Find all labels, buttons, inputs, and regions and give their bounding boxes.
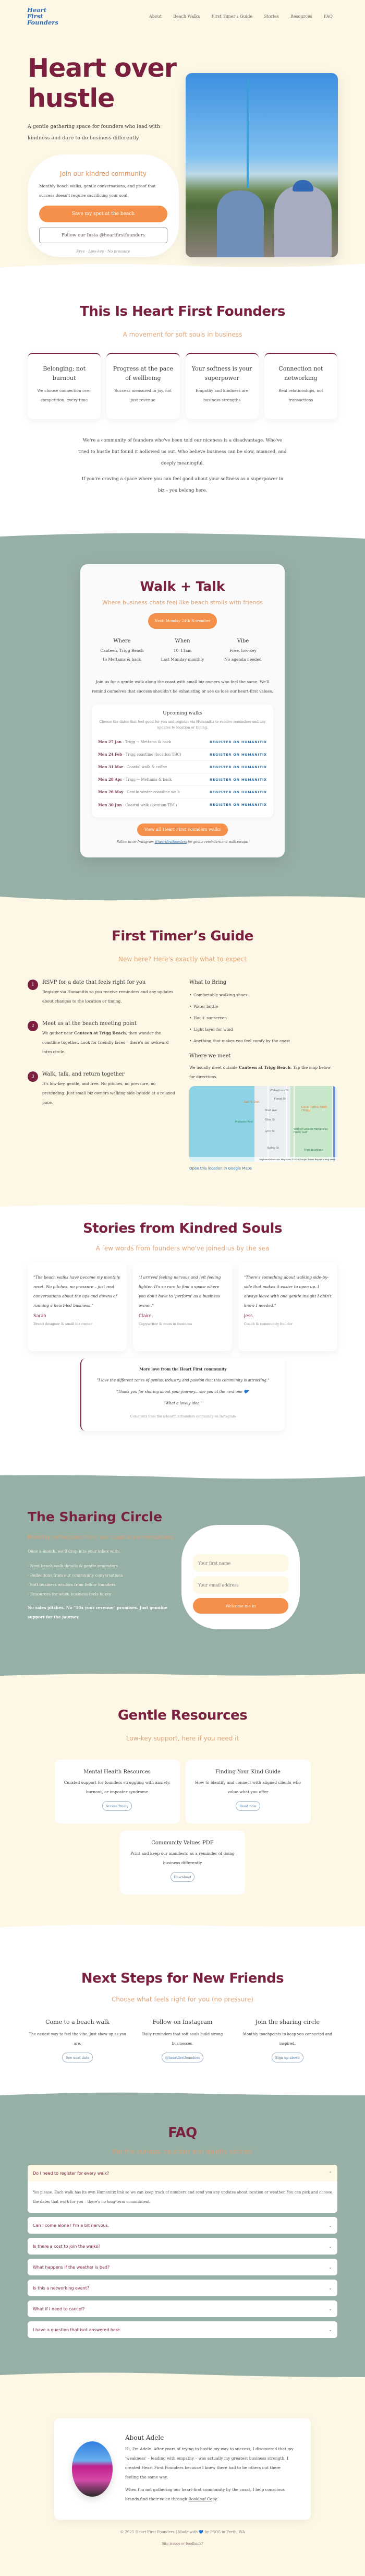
map-road bbox=[267, 1086, 269, 1162]
wave-divider bbox=[0, 527, 365, 543]
walk-date: Mon 27 Jan bbox=[98, 740, 122, 744]
faq-item bbox=[28, 2321, 337, 2338]
faq-question-text: What happens if the weather is bad? bbox=[33, 2264, 110, 2270]
faq-section bbox=[0, 2104, 365, 2384]
step-number: 1 bbox=[28, 980, 38, 990]
next-walk-pill: Next: Monday 24th November bbox=[148, 613, 217, 629]
next-step bbox=[132, 2019, 232, 2062]
about-adele-section bbox=[0, 2384, 365, 2576]
value-card bbox=[264, 353, 337, 419]
welcome-me-in-button[interactable]: Welcome me in bbox=[193, 1598, 288, 1614]
map-label: Lynn St bbox=[265, 1130, 275, 1133]
about-subtitle: A movement for soft souls in business bbox=[123, 331, 242, 338]
testimonial-role: Brand designer & small biz owner bbox=[33, 1322, 92, 1326]
resource-card bbox=[55, 1760, 180, 1823]
resource-cards bbox=[54, 1760, 311, 1894]
wave-divider bbox=[0, 257, 365, 273]
resource-card bbox=[120, 1831, 245, 1894]
read-now-button[interactable]: Read now bbox=[236, 1801, 260, 1811]
circle-list-item: · Reflections from our community conversations bbox=[28, 1573, 123, 1578]
resource-text: How to identify and connect with aligned clients who value what you offer bbox=[195, 1780, 301, 1794]
detail-label: Vibe bbox=[237, 638, 249, 644]
hero-lede: A gentle gathering space for founders who lead with kindness and dare to do business differently bbox=[28, 124, 160, 141]
walker-figure bbox=[274, 185, 332, 257]
value-title: Progress at the pace of wellbeing bbox=[113, 365, 173, 381]
next-step-title: Come to a beach walk bbox=[45, 2019, 110, 2025]
step-title: Walk, talk, and return together bbox=[42, 1071, 125, 1077]
next-step-title: Follow on Instagram bbox=[152, 2019, 213, 2025]
hero-tagline: Free · Low-key · No pressure bbox=[76, 249, 130, 254]
map-label: Wilberforce St bbox=[270, 1089, 289, 1092]
testimonial-card bbox=[28, 1262, 127, 1351]
upcoming-walks bbox=[92, 705, 273, 817]
walk-list bbox=[98, 736, 267, 811]
walk-intro: Join us for a gentle walk along the coast with small biz owners who feel the same. We'll remind ourselves that success shouldn't be exhausting or see us lose our heart-first values. bbox=[92, 679, 273, 694]
faq-item bbox=[28, 2300, 337, 2317]
testimonial-card bbox=[238, 1262, 337, 1351]
next-step bbox=[238, 2019, 337, 2062]
testimonial-quote: "There's something about walking side-by-side that makes it easier to open up. I always leave with one gentle insight I didn't know I needed." bbox=[244, 1275, 332, 1308]
walk-row bbox=[98, 736, 267, 748]
chevron-down-icon: ⌄ bbox=[328, 2306, 332, 2311]
walk-desc: · Trigg → Mettams & back bbox=[123, 778, 172, 782]
faq-item bbox=[28, 2165, 337, 2213]
wave-divider bbox=[0, 2089, 365, 2105]
next-step-text: Daily reminders that soft souls build strong businesses. bbox=[142, 2032, 223, 2046]
faq-question[interactable] bbox=[28, 2321, 337, 2338]
value-text: Success measured in joy, not just revenue bbox=[114, 388, 172, 402]
meet-title: Where we meet bbox=[189, 1053, 231, 1059]
value-title: Belonging; not burnout bbox=[43, 365, 86, 381]
detail-label: When bbox=[175, 638, 190, 644]
testimonial-role: Copywriter & mum in business bbox=[139, 1322, 192, 1326]
walk-desc: · Trigg coastline (location TBC) bbox=[123, 753, 181, 757]
map-poi: Salt & Oak bbox=[244, 1101, 260, 1104]
nav-link-about[interactable]: About bbox=[149, 14, 162, 19]
detail-when bbox=[152, 638, 213, 664]
instagram-follow-note: Follow us on Instagram @heartfirstfounders for gentle reminders and walk recaps. bbox=[116, 840, 249, 844]
see-next-date-button[interactable]: See next date bbox=[62, 2053, 93, 2062]
next-steps-subtitle: Choose what feels right for you (no pressure) bbox=[112, 1996, 253, 2003]
bring-item: • Anything that makes you feel comfy by the coast bbox=[189, 1035, 337, 1047]
circle-title: The Sharing Circle bbox=[28, 1509, 163, 1524]
next-step-title: Join the sharing circle bbox=[255, 2019, 320, 2025]
bring-title: What to Bring bbox=[189, 980, 227, 985]
faq-question[interactable] bbox=[28, 2300, 337, 2317]
wave-divider bbox=[0, 1916, 365, 1931]
guide-step bbox=[28, 1071, 179, 1107]
step-title: RSVP for a date that feels right for you bbox=[42, 980, 146, 985]
value-title: Your softness is your superpower bbox=[191, 365, 252, 381]
detail-vibe bbox=[213, 638, 273, 664]
step-title: Meet us at the beach meeting point bbox=[42, 1021, 137, 1027]
love-quote: "What a lovely idea." bbox=[164, 1401, 202, 1405]
map-water bbox=[189, 1086, 254, 1162]
bring-list bbox=[189, 989, 337, 1047]
nav-link-faq[interactable]: FAQ bbox=[323, 14, 333, 19]
stories-section bbox=[0, 1213, 365, 1468]
instagram-handle-button[interactable]: @heartfirstfounders bbox=[162, 2053, 204, 2062]
about-adele-card bbox=[54, 2418, 311, 2520]
bring-item: • Comfortable walking shoes bbox=[189, 989, 337, 1001]
walk-row bbox=[98, 773, 267, 786]
about-section bbox=[0, 272, 365, 528]
next-steps-list bbox=[28, 2019, 337, 2062]
testimonial-quote: "I arrived feeling nervous and left feeling lighter. It's so rare to find a space where you don't have to 'perform' as a business owner." bbox=[139, 1275, 221, 1308]
testimonial-card bbox=[133, 1262, 232, 1351]
walk-row bbox=[98, 798, 267, 811]
map-label: Bailey St bbox=[267, 1147, 279, 1150]
next-steps-title: Next Steps for New Friends bbox=[81, 1971, 284, 1986]
save-spot-button[interactable]: Save my spot at the beach bbox=[39, 206, 167, 222]
about-adele-title: About Adele bbox=[125, 2434, 164, 2441]
testimonial-name: Jess bbox=[244, 1314, 253, 1319]
follow-instagram-button[interactable]: Follow our Insta @heartfirstfounders bbox=[39, 228, 167, 243]
resource-title: Mental Health Resources bbox=[83, 1769, 151, 1775]
register-link[interactable]: REGISTER ON HUMANITIX bbox=[210, 790, 267, 794]
register-link[interactable]: REGISTER ON HUMANITIX bbox=[210, 777, 267, 782]
top-nav bbox=[0, 0, 365, 32]
nav-link-first-timers-guide[interactable]: First Timer's Guide bbox=[211, 14, 253, 19]
detail-where bbox=[92, 638, 152, 664]
site-footer bbox=[54, 2520, 311, 2560]
map-road bbox=[294, 1086, 295, 1162]
about-body bbox=[78, 435, 287, 496]
nav-links bbox=[149, 14, 333, 19]
wave-divider bbox=[0, 2369, 365, 2384]
walk-desc: · Coastal walk & coffee bbox=[124, 765, 167, 769]
value-card bbox=[28, 353, 101, 419]
testimonial-quote: "The beach walks have become my monthly reset. No pitches, no pressure – just real conversations about the ups and downs of running a heart-led business." bbox=[33, 1275, 120, 1308]
access-freely-button[interactable]: Access freely bbox=[102, 1801, 132, 1811]
map-poi: Stirling Leisure Hamersley Public Golf bbox=[294, 1128, 328, 1134]
walk-desc: · Coastal walk (location TBC) bbox=[123, 803, 177, 807]
love-quote: "Thank you for sharing about your journey... see you at the next one 💙" bbox=[116, 1390, 250, 1394]
register-link[interactable]: REGISTER ON HUMANITIX bbox=[210, 752, 267, 757]
sign-up-above-button[interactable]: Sign up above bbox=[272, 2053, 303, 2062]
circle-list bbox=[28, 1561, 181, 1599]
detail-label: Where bbox=[113, 638, 131, 644]
join-community-card bbox=[28, 154, 179, 257]
first-name-input[interactable] bbox=[193, 1554, 288, 1572]
meet-text: We usually meet outside Canteen at Trigg Beach. Tap the map below for directions. bbox=[189, 1065, 331, 1079]
nav-link-beach-walks[interactable]: Beach Walks bbox=[173, 14, 200, 19]
about-adele-bio: When I'm not gathering our heart-first community by the coast, I help conscious brands find their voice through Bookleaf Copy. bbox=[125, 2487, 285, 2501]
walk-details bbox=[92, 638, 273, 664]
map-road bbox=[286, 1086, 287, 1162]
faq-question[interactable] bbox=[28, 2217, 337, 2234]
hero-title: Heart over hustle bbox=[28, 53, 176, 113]
about-paragraph: We're a community of founders who've been told our niceness is a disadvantage. Who've tried to hustle but found it hollowed us out. Who believe business can be slow, nuanced, and deeply meaningful. bbox=[78, 438, 287, 466]
cap-shape bbox=[293, 180, 313, 192]
value-card bbox=[106, 353, 179, 419]
step-text: We gather near Canteen at Trigg Beach, then wander the coastline together. Look for friendly faces – there's no awkward intro circle. bbox=[42, 1031, 169, 1054]
circle-subtitle: Monthly reflections from our coastal conversations bbox=[28, 1534, 174, 1541]
walk-date: Mon 30 Jun bbox=[98, 802, 122, 807]
value-cards bbox=[28, 353, 337, 419]
next-step-text: Monthly touchpoints to keep you connected and inspired. bbox=[242, 2032, 332, 2046]
faq-question[interactable] bbox=[28, 2165, 337, 2181]
walk-date: Mon 26 May bbox=[98, 790, 124, 794]
love-caption: Comments from the @heartfirstfounders community on Instagram bbox=[130, 1415, 236, 1418]
resources-subtitle: Low-key support, here if you need it bbox=[126, 1735, 239, 1742]
guide-subtitle: New here? Here's exactly what to expect bbox=[118, 956, 247, 963]
value-card bbox=[186, 353, 259, 419]
circle-list-item: · Soft business wisdom from fellow founders bbox=[28, 1582, 116, 1587]
map-label: Shell Ave bbox=[265, 1109, 277, 1112]
stories-title: Stories from Kindred Souls bbox=[83, 1221, 282, 1236]
walk-date: Mon 31 Mar bbox=[98, 765, 124, 769]
faq-question[interactable] bbox=[28, 2238, 337, 2255]
faq-answer: Yes please. Each walk has its own Humanitix link so we can keep track of numbers and send you any updates about location or weather. You can pick and choose the dates that work for you – there's no long-term commitment. bbox=[33, 2190, 332, 2204]
step-text: Register via Humanitix so you receive reminders and any updates about changes to the location or timing. bbox=[42, 989, 174, 1004]
map-highway bbox=[333, 1086, 335, 1162]
stories-subtitle: A few words from founders who've joined us by the sea bbox=[95, 1245, 270, 1252]
walk-desc: · Trigg → Mettams & back bbox=[123, 740, 172, 744]
bookleaf-copy-link[interactable]: Bookleaf Copy bbox=[188, 2497, 217, 2501]
detail-value: 10–11am Last Monday monthly bbox=[161, 648, 204, 662]
about-adele-bio: Hi, I'm Adele. After years of trying to hustle my way to success, I discovered that my 'weakness' – leading with empathy – was actually my greatest business strength. I created Heart First Founders because I knew there had to be others out there feeling the same way. bbox=[125, 2447, 294, 2479]
map-poi: Mettams Pool bbox=[235, 1120, 253, 1124]
copyright: © 2025 Heart First Founders | Made with 💙 by PSOS in Perth, WA bbox=[120, 2530, 245, 2534]
step-number: 3 bbox=[28, 1071, 38, 1082]
resource-title: Community Values PDF bbox=[151, 1840, 214, 1846]
faq-question-text: Is there a cost to join the walks? bbox=[33, 2244, 101, 2249]
testimonial-cards bbox=[28, 1262, 337, 1351]
upcoming-title: Upcoming walks bbox=[163, 711, 202, 716]
view-all-walks-button[interactable]: View all Heart First Founders walks bbox=[137, 824, 228, 836]
resources-section bbox=[0, 1681, 365, 1931]
sharing-circle-info bbox=[28, 1509, 181, 1629]
faq-question[interactable] bbox=[28, 2259, 337, 2275]
map-poi: Cove Coffee Perth (Trigg) bbox=[301, 1106, 327, 1112]
chevron-down-icon: ⌄ bbox=[328, 2327, 332, 2332]
faq-item bbox=[28, 2217, 337, 2234]
love-quote: "I love the different zones of genius, industry, and passion that this community is attracting." bbox=[96, 1378, 270, 1382]
hero-beach-photo bbox=[186, 73, 338, 257]
wave-divider bbox=[0, 1198, 365, 1214]
walk-date: Mon 24 Feb bbox=[98, 752, 123, 757]
lamp-post-shape bbox=[247, 78, 249, 188]
step-text: It's low-key, gentle, and free. No pitches, no pressure, no pretending. Just small biz owners walking side-by-side at a relaxed pace. bbox=[42, 1081, 175, 1105]
adele-avatar bbox=[72, 2441, 113, 2497]
first-timers-guide-section bbox=[0, 904, 365, 1213]
about-title: This Is Heart First Founders bbox=[80, 304, 285, 319]
upcoming-hint: Choose the dates that feel good for you and register via Humanitix to receive reminders and any updates to location or timing. bbox=[99, 720, 266, 730]
walk-subtitle: Where business chats feel like beach strolls with friends bbox=[102, 599, 263, 606]
circle-intro: Once a month, we'll drop into your inbox with: bbox=[28, 1549, 120, 1554]
about-paragraph: If you're craving a space where you can feel good about your softness as a superpower in biz – you belong here. bbox=[81, 476, 284, 493]
chevron-up-icon: ⌃ bbox=[328, 2170, 332, 2176]
resource-title: Finding Your Kind Guide bbox=[215, 1769, 281, 1775]
community-love-card bbox=[80, 1358, 285, 1431]
circle-list-item: · Next beach walk details & gentle reminders bbox=[28, 1564, 118, 1568]
faq-subtitle: For the curious, cautious and quietly excited bbox=[113, 2148, 252, 2155]
value-text: Real relationships, not transactions bbox=[278, 388, 323, 402]
faq-item bbox=[28, 2280, 337, 2296]
testimonial-name: Sarah bbox=[33, 1314, 46, 1319]
walk-row bbox=[98, 748, 267, 761]
map-label: Forest St bbox=[274, 1098, 286, 1101]
bring-item: • Hat + sunscreen bbox=[189, 1012, 337, 1024]
guide-steps bbox=[28, 980, 179, 1172]
open-google-maps-link[interactable]: Open this location in Google Maps bbox=[189, 1166, 252, 1171]
bring-item: • Light layer for wind bbox=[189, 1024, 337, 1035]
love-title: More love from the Heart First community bbox=[139, 1367, 227, 1372]
faq-question-text: Is this a networking event? bbox=[33, 2285, 90, 2291]
circle-list-item: · Resources for when business feels heavy bbox=[28, 1592, 112, 1596]
sharing-circle-section bbox=[0, 1468, 365, 1681]
step-number: 2 bbox=[28, 1021, 38, 1031]
register-link[interactable]: REGISTER ON HUMANITIX bbox=[210, 803, 267, 807]
walk-talk-section bbox=[0, 528, 365, 904]
walk-row bbox=[98, 761, 267, 773]
circle-closing: No sales pitches. No "10x your revenue" promises. Just genuine support for the journey. bbox=[28, 1605, 167, 1619]
walk-date: Mon 28 Apr bbox=[98, 777, 123, 782]
next-steps-section bbox=[0, 1931, 365, 2104]
faq-title: FAQ bbox=[168, 2125, 197, 2141]
what-to-bring bbox=[189, 980, 337, 1172]
join-card-title: Join our kindred community bbox=[60, 170, 147, 177]
map-attribution: Keyboard shortcuts Map data ©2026 Google Terms Report a map error bbox=[189, 1157, 337, 1162]
nav-link-resources[interactable]: Resources bbox=[290, 14, 312, 19]
wave-divider bbox=[0, 1666, 365, 1682]
detail-value: Canteen, Trigg Beach to Mettams & back bbox=[100, 648, 144, 662]
faq-question-text: Can I come alone? I'm a bit nervous. bbox=[33, 2223, 110, 2228]
resource-text: Print and keep our manifesto as a reminder of doing business differently bbox=[130, 1851, 235, 1865]
download-button[interactable]: Download bbox=[171, 1872, 195, 1882]
walk-title: Walk + Talk bbox=[140, 579, 225, 594]
testimonial-name: Claire bbox=[139, 1314, 152, 1319]
faq-question-text: Do I need to register for every walk? bbox=[33, 2170, 110, 2176]
logo-line-2: Founders bbox=[27, 19, 58, 26]
chevron-down-icon: ⌄ bbox=[328, 2264, 332, 2270]
map-poi: Trigg Bushland bbox=[304, 1149, 323, 1152]
guide-step bbox=[28, 980, 179, 1006]
newsletter-form bbox=[181, 1525, 300, 1629]
instagram-handle-link[interactable]: @heartfirstfounders bbox=[154, 840, 187, 844]
chevron-down-icon: ⌄ bbox=[328, 2223, 332, 2228]
resources-title: Gentle Resources bbox=[117, 1708, 248, 1723]
faq-question[interactable] bbox=[28, 2280, 337, 2296]
faq-item bbox=[28, 2238, 337, 2255]
register-link[interactable]: REGISTER ON HUMANITIX bbox=[210, 740, 267, 744]
wave-divider bbox=[0, 889, 365, 905]
value-text: We choose connection over competition, every time bbox=[37, 388, 91, 402]
guide-step bbox=[28, 1021, 179, 1057]
register-link[interactable]: REGISTER ON HUMANITIX bbox=[210, 765, 267, 769]
join-card-text: Monthly beach walks, gentle conversations, and proof that success doesn't require sacrificing your soul bbox=[39, 184, 156, 198]
chevron-down-icon: ⌄ bbox=[328, 2244, 332, 2249]
next-step-text: The easiest way to feel the vibe. Just show up as you are. bbox=[29, 2032, 127, 2046]
walk-row bbox=[98, 786, 267, 798]
faq-question-text: I have a question that isnt answered here bbox=[33, 2327, 120, 2332]
faq-list bbox=[28, 2165, 337, 2338]
logo-line-1: Heart First bbox=[27, 6, 47, 20]
nav-link-stories[interactable]: Stories bbox=[264, 14, 279, 19]
value-title: Connection not networking bbox=[278, 365, 323, 381]
chevron-down-icon: ⌄ bbox=[328, 2285, 332, 2291]
map-label: Giles St bbox=[265, 1118, 275, 1122]
walk-desc: · Gentle winter coastline walk bbox=[124, 790, 180, 794]
embedded-map[interactable] bbox=[189, 1086, 337, 1162]
next-step bbox=[28, 2019, 127, 2062]
faq-question-text: What if I need to cancel? bbox=[33, 2306, 85, 2311]
email-input[interactable] bbox=[193, 1576, 288, 1594]
walker-figure bbox=[217, 190, 264, 257]
site-logo[interactable] bbox=[27, 7, 64, 26]
walk-talk-card bbox=[80, 564, 285, 857]
faq-item bbox=[28, 2259, 337, 2275]
guide-title: First Timer’s Guide bbox=[112, 928, 253, 944]
testimonial-role: Coach & community builder bbox=[244, 1322, 293, 1326]
detail-value: Free, low-key No agenda needed bbox=[224, 648, 262, 662]
resource-text: Curated support for founders struggling with anxiety, burnout, or imposter syndrome bbox=[64, 1780, 171, 1794]
value-text: Empathy and kindness are business strengths bbox=[196, 388, 249, 402]
hero-section bbox=[0, 32, 365, 272]
bring-item: • Water bottle bbox=[189, 1001, 337, 1012]
resource-card bbox=[186, 1760, 311, 1823]
wave-divider bbox=[0, 1467, 365, 1483]
feedback-link[interactable]: Site issues or feedback? bbox=[162, 2542, 203, 2546]
